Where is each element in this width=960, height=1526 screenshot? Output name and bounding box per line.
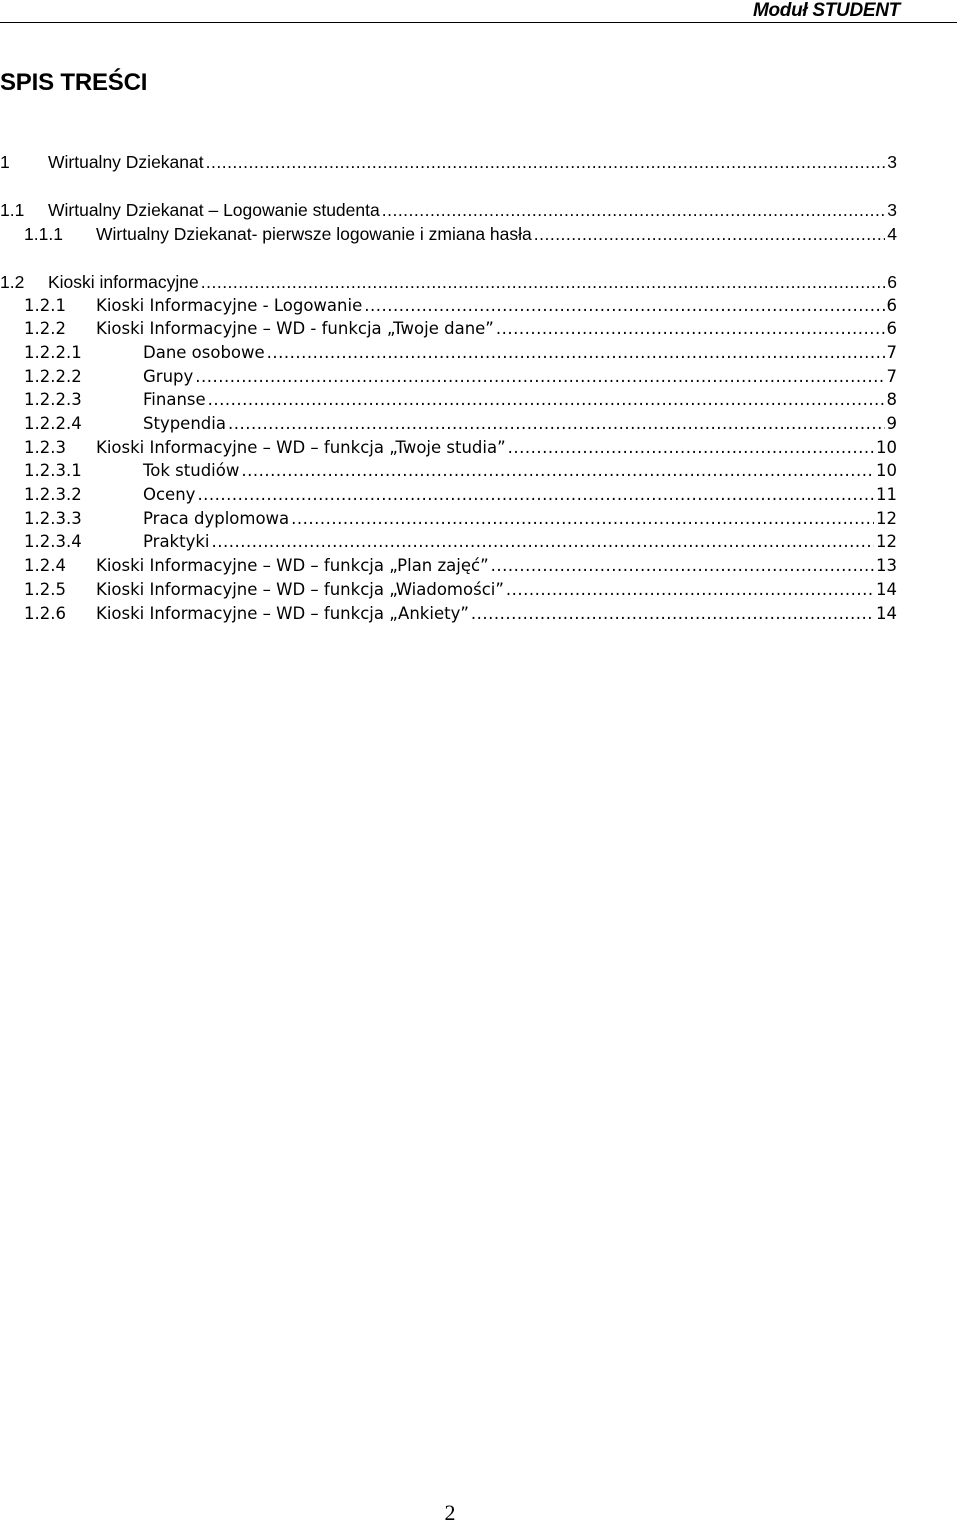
toc-entry[interactable] [24,365,897,389]
toc-entry[interactable] [0,198,897,222]
toc-dot-leader [382,198,886,222]
toc-entry-page: 6 [887,272,897,292]
page-number: 2 [444,1500,456,1525]
toc-entry-title: Wirtualny Dziekanat- pierwsze logowanie i zmiana hasła [96,224,532,244]
toc-entry-page: 6 [886,296,897,315]
toc-entry[interactable] [0,150,897,174]
toc-entry-number: 1.2.3 [24,438,66,457]
toc-entry[interactable] [24,412,897,436]
toc-entry-number: 1.2.5 [24,580,66,599]
toc-entry-page: 9 [886,414,897,433]
toc-entry-title: Kioski informacyjne [48,272,199,292]
toc-entry-number: 1.2.3.1 [24,461,82,480]
toc-entry[interactable] [24,483,897,507]
toc-dot-leader [241,459,874,483]
toc-entry[interactable] [24,578,897,602]
toc-dot-leader [201,270,886,294]
toc-dot-leader [267,341,885,365]
toc-dot-leader [496,317,885,341]
module-header: Moduł STUDENT [752,0,900,21]
toc-entry-page: 8 [886,390,897,409]
toc-entry-number: 1 [0,152,10,172]
toc-entry[interactable] [0,270,897,294]
toc-entry-title: Kioski Informacyjne – WD – funkcja „Ankiety” [96,604,469,623]
toc-entry[interactable] [24,602,897,626]
toc-dot-leader [211,530,874,554]
toc-dot-leader [208,388,885,412]
toc-entry-number: 1.1 [0,200,25,220]
toc-entry-page: 3 [887,200,897,220]
toc-entry[interactable] [24,294,897,318]
header-divider [0,22,957,23]
toc-dot-leader [508,436,874,460]
toc-entry-title: Finanse [143,390,206,409]
toc-dot-leader [197,483,874,507]
toc-entry-title: Stypendia [143,414,226,433]
toc-entry-title: Praca dyplomowa [143,509,290,528]
toc-entry-number: 1.2.2 [24,319,66,338]
toc-entry-page: 14 [876,604,897,623]
toc-entry-page: 6 [886,319,897,338]
toc-entry-number: 1.2.1 [24,296,66,315]
toc-dot-leader [471,602,874,626]
toc-entry[interactable] [24,459,897,483]
toc-dot-leader [291,507,874,531]
toc-entry-title: Kioski Informacyjne – WD - funkcja „Twoje dane” [96,319,494,338]
toc-entry-title: Dane osobowe [143,343,265,362]
toc-dot-leader [506,578,874,602]
toc-entry-number: 1.2.2.4 [24,414,82,433]
toc-entry[interactable] [24,436,897,460]
toc-entry-page: 7 [886,343,897,362]
toc-dot-leader [534,222,886,246]
toc-entry-title: Kioski Informacyjne – WD – funkcja „Twoje studia” [96,438,506,457]
toc-entry-number: 1.2 [0,272,25,292]
toc-entry-page: 7 [886,367,897,386]
toc-entry-title: Tok studiów [143,461,240,480]
toc-dot-leader [195,365,884,389]
toc-entry[interactable] [24,554,897,578]
toc-entry-title: Wirtualny Dziekanat – Logowanie studenta [48,200,380,220]
toc-entry-page: 12 [876,509,897,528]
toc-entry-number: 1.2.3.3 [24,509,82,528]
toc-entry-page: 13 [876,556,897,575]
toc-entry-title: Kioski Informacyjne - Logowanie [96,296,363,315]
toc-entry-page: 4 [887,224,897,244]
toc-entry-number: 1.1.1 [24,224,63,244]
toc-entry-title: Kioski Informacyjne – WD – funkcja „Plan zajęć” [96,556,489,575]
toc-entry-page: 11 [876,485,897,504]
toc-entry-title: Oceny [143,485,196,504]
toc-entry[interactable] [24,341,897,365]
toc-entry-page: 12 [876,532,897,551]
toc-entry[interactable] [24,388,897,412]
toc-entry[interactable] [24,222,897,246]
toc-entry-number: 1.2.4 [24,556,66,575]
toc-entry[interactable] [24,317,897,341]
toc-entry[interactable] [24,507,897,531]
toc-entry-title: Grupy [143,367,194,386]
toc-dot-leader [491,554,874,578]
toc-entry-number: 1.2.2.1 [24,343,82,362]
toc-entry-page: 14 [876,580,897,599]
toc-title: SPIS TREŚCI [0,69,148,96]
toc-entry-number: 1.2.3.4 [24,532,82,551]
toc-entry-title: Wirtualny Dziekanat [48,152,204,172]
toc-entry-page: 10 [876,461,897,480]
toc-entry-number: 1.2.3.2 [24,485,82,504]
toc-entry-number: 1.2.2.2 [24,367,82,386]
toc-dot-leader [206,150,886,174]
toc-entry-page: 10 [876,438,897,457]
toc-dot-leader [228,412,885,436]
toc-entry[interactable] [24,530,897,554]
toc-entry-title: Praktyki [143,532,210,551]
toc-entry-number: 1.2.2.3 [24,390,82,409]
toc-entry-number: 1.2.6 [24,604,66,623]
toc-dot-leader [364,294,884,318]
toc-entry-title: Kioski Informacyjne – WD – funkcja „Wiadomości” [96,580,504,599]
toc-entry-page: 3 [887,152,897,172]
